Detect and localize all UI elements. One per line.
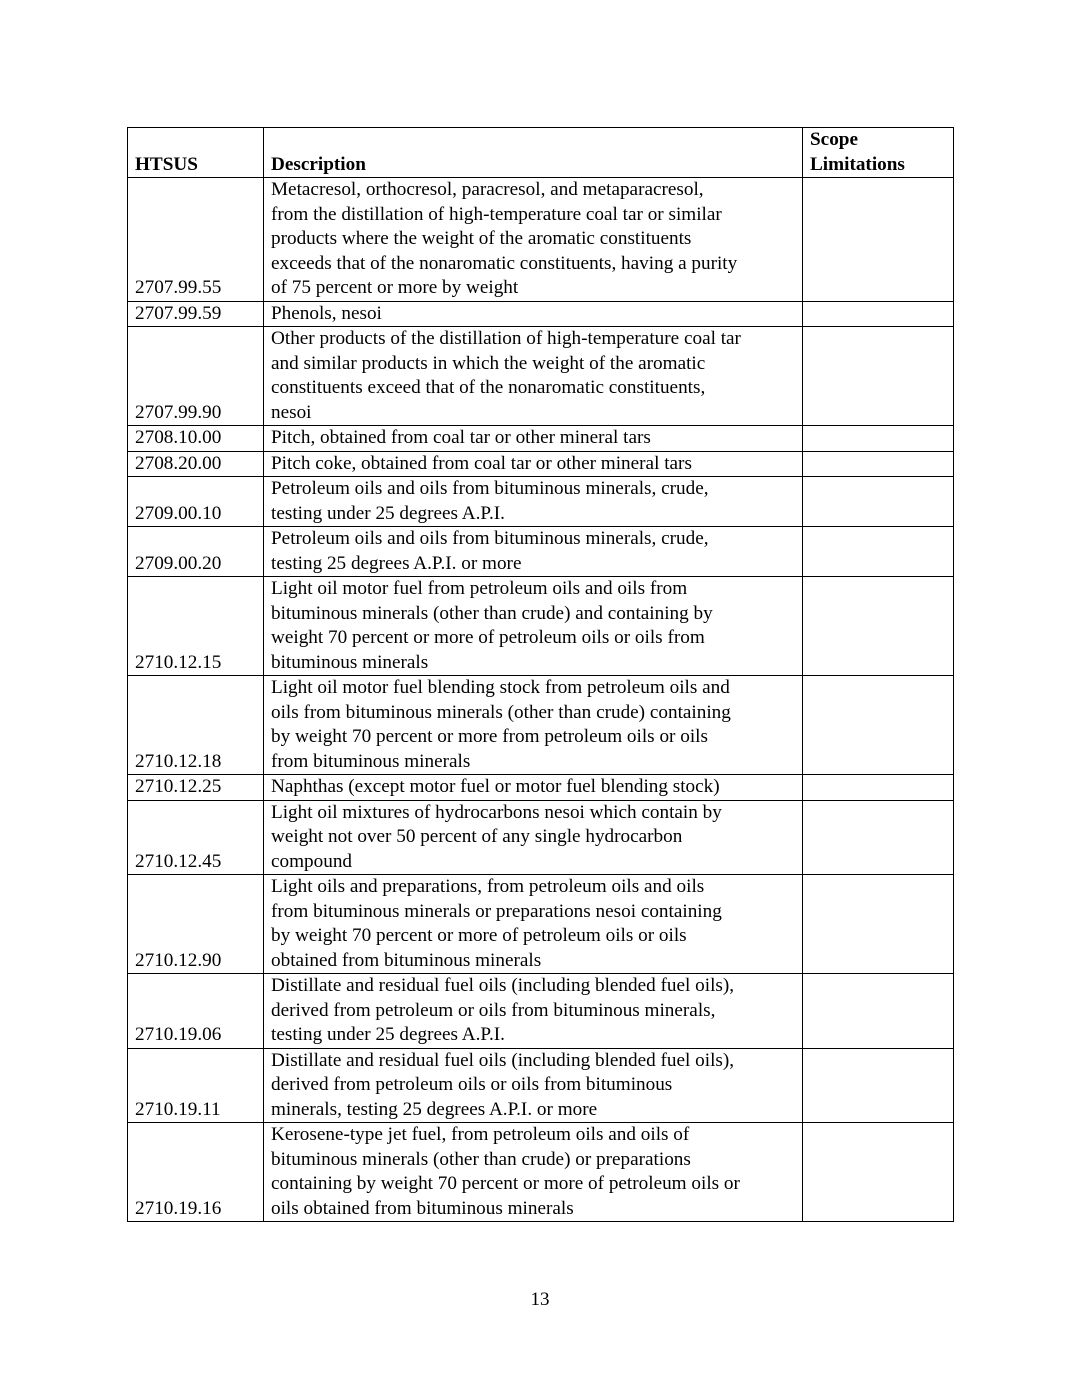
htsus-code: 2710.19.06	[128, 974, 264, 1049]
description-line: Pitch coke, obtained from coal tar or other mineral tars	[271, 452, 692, 474]
description-line: by weight 70 percent or more of petroleum oils or oils	[271, 925, 687, 946]
description-line: containing by weight 70 percent or more of petroleum oils or	[271, 1173, 740, 1194]
htsus-code: 2708.20.00	[128, 451, 264, 477]
description-line: products where the weight of the aromatic constituents	[271, 228, 692, 249]
description-line: and similar products in which the weight of the aromatic	[271, 352, 706, 374]
scope-limitations-cell	[803, 676, 954, 775]
table-header-row	[128, 128, 954, 178]
htsus-code: 2710.12.18	[128, 676, 264, 775]
description-line: Naphthas (except motor fuel or motor fuel blending stock)	[271, 776, 720, 797]
description-line: from the distillation of high-temperature coal tar or similar	[271, 203, 722, 225]
description-cell	[264, 1048, 803, 1123]
description-cell	[264, 301, 803, 327]
table-row	[128, 178, 954, 302]
scope-limitations-cell	[803, 1123, 954, 1222]
scope-limitations-cell	[803, 327, 954, 426]
description-cell	[264, 527, 803, 577]
description-line: weight not over 50 percent of any single hydrocarbon	[271, 826, 683, 847]
scope-limitations-cell	[803, 178, 954, 302]
description-line: oils from bituminous minerals (other than crude) containing	[271, 701, 731, 723]
scope-limitations-cell	[803, 527, 954, 577]
description-line: bituminous minerals (other than crude) and containing by	[271, 602, 713, 624]
scope-limitations-cell	[803, 974, 954, 1049]
description-cell	[264, 178, 803, 302]
description-line: testing under 25 degrees A.P.I.	[271, 1024, 505, 1045]
header-scope-line1: Scope	[810, 129, 858, 150]
htsus-table	[127, 127, 954, 1222]
description-line: minerals, testing 25 degrees A.P.I. or more	[271, 1098, 598, 1120]
description-line: derived from petroleum oils or oils from bituminous	[271, 1074, 673, 1095]
description-line: Petroleum oils and oils from bituminous minerals, crude,	[271, 528, 709, 549]
table-row	[128, 327, 954, 426]
htsus-code: 2707.99.90	[128, 327, 264, 426]
htsus-code: 2707.99.59	[128, 301, 264, 327]
scope-limitations-cell	[803, 775, 954, 801]
description-line: exceeds that of the nonaromatic constituents, having a purity	[271, 252, 738, 274]
description-cell	[264, 477, 803, 527]
description-line: Distillate and residual fuel oils (including blended fuel oils),	[271, 1049, 735, 1071]
header-description: Description	[264, 128, 803, 178]
description-line: nesoi	[271, 401, 312, 423]
description-line: obtained from bituminous minerals	[271, 949, 542, 971]
table-row	[128, 577, 954, 676]
description-cell	[264, 426, 803, 452]
description-cell	[264, 875, 803, 974]
description-cell	[264, 974, 803, 1049]
description-cell	[264, 451, 803, 477]
description-cell	[264, 676, 803, 775]
htsus-code: 2709.00.20	[128, 527, 264, 577]
description-line: bituminous minerals	[271, 651, 429, 673]
description-line: weight 70 percent or more of petroleum oils or oils from	[271, 627, 705, 648]
description-line: Metacresol, orthocresol, paracresol, and metaparacresol,	[271, 179, 704, 200]
description-line: Distillate and residual fuel oils (including blended fuel oils),	[271, 975, 735, 996]
description-cell	[264, 775, 803, 801]
header-scope-limitations	[803, 128, 954, 178]
table-row	[128, 426, 954, 452]
description-line: by weight 70 percent or more from petroleum oils or oils	[271, 726, 708, 747]
table-row	[128, 800, 954, 875]
description-line: oils obtained from bituminous minerals	[271, 1197, 574, 1219]
htsus-code: 2710.12.15	[128, 577, 264, 676]
table-row	[128, 1123, 954, 1222]
htsus-code: 2710.19.16	[128, 1123, 264, 1222]
scope-limitations-cell	[803, 800, 954, 875]
description-line: Other products of the distillation of high-temperature coal tar	[271, 328, 741, 349]
description-line: Light oil motor fuel blending stock from petroleum oils and	[271, 677, 730, 698]
table-row	[128, 676, 954, 775]
description-line: derived from petroleum or oils from bituminous minerals,	[271, 999, 716, 1021]
scope-limitations-cell	[803, 875, 954, 974]
htsus-code: 2707.99.55	[128, 178, 264, 302]
scope-limitations-cell	[803, 577, 954, 676]
scope-limitations-cell	[803, 477, 954, 527]
header-htsus: HTSUS	[128, 128, 264, 178]
description-line: Pitch, obtained from coal tar or other mineral tars	[271, 427, 651, 448]
description-line: constituents exceed that of the nonaromatic constituents,	[271, 377, 706, 398]
htsus-code: 2708.10.00	[128, 426, 264, 452]
scope-limitations-cell	[803, 301, 954, 327]
table-row	[128, 875, 954, 974]
description-line: of 75 percent or more by weight	[271, 277, 519, 298]
table-row	[128, 775, 954, 801]
description-line: bituminous minerals (other than crude) or preparations	[271, 1148, 691, 1170]
description-line: Petroleum oils and oils from bituminous minerals, crude,	[271, 478, 709, 499]
description-line: Light oil mixtures of hydrocarbons nesoi which contain by	[271, 801, 722, 823]
description-cell	[264, 327, 803, 426]
table-row	[128, 451, 954, 477]
htsus-code: 2710.12.25	[128, 775, 264, 801]
description-line: Light oils and preparations, from petroleum oils and oils	[271, 876, 705, 897]
description-line: Kerosene-type jet fuel, from petroleum oils and oils of	[271, 1124, 690, 1145]
header-scope-line2: Limitations	[810, 153, 905, 175]
description-line: compound	[271, 850, 353, 872]
htsus-code: 2709.00.10	[128, 477, 264, 527]
description-cell	[264, 800, 803, 875]
htsus-code: 2710.12.45	[128, 800, 264, 875]
table-row	[128, 301, 954, 327]
table-row	[128, 477, 954, 527]
description-line: from bituminous minerals or preparations nesoi containing	[271, 900, 722, 922]
description-line: testing under 25 degrees A.P.I.	[271, 502, 505, 524]
description-cell	[264, 577, 803, 676]
table-row	[128, 527, 954, 577]
table-row	[128, 1048, 954, 1123]
scope-limitations-cell	[803, 1048, 954, 1123]
description-line: testing 25 degrees A.P.I. or more	[271, 552, 522, 574]
description-line: Phenols, nesoi	[271, 302, 382, 324]
htsus-code: 2710.19.11	[128, 1048, 264, 1123]
htsus-code: 2710.12.90	[128, 875, 264, 974]
description-line: from bituminous minerals	[271, 750, 471, 772]
description-line: Light oil motor fuel from petroleum oils and oils from	[271, 578, 688, 599]
description-cell	[264, 1123, 803, 1222]
scope-limitations-cell	[803, 426, 954, 452]
table-row	[128, 974, 954, 1049]
scope-limitations-cell	[803, 451, 954, 477]
table-body	[128, 178, 954, 1222]
page-number: 13	[530, 1289, 550, 1310]
